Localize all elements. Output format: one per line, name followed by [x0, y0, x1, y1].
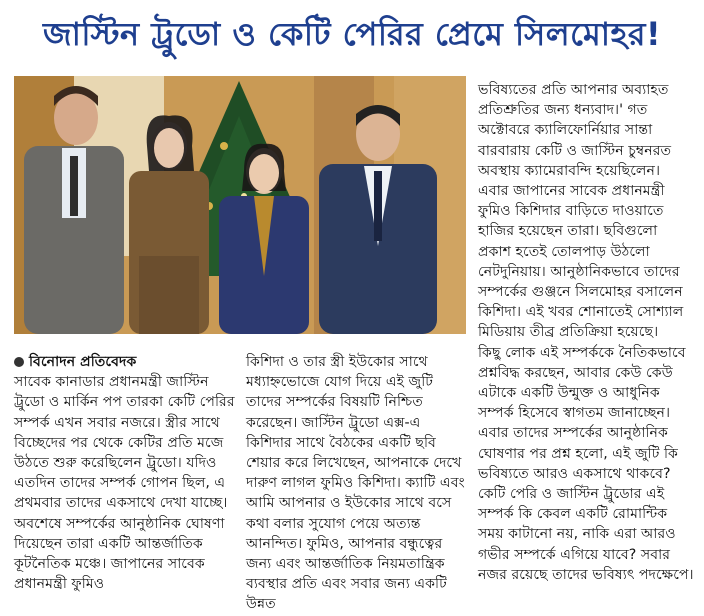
paragraph: কিশিদা ও তার স্ত্রী ইউকোর সাথে মধ্যাহ্নভোজে যোগ দিয়ে এই জুটি তাদের সম্পর্কের বিষয়টি নিশ্চিত করেছেন। জাস্টিন ট্রুডো এক্স-এ কিশিদার সাথে বৈঠকের একটি ছবি শেয়ার করে লিখেছেন, আপনাকে দেখে দারুণ লাগল ফুমিও কিশিদা। ক্যাটি এবং আমি আপনার ও ইউকোর সাথে বসে কথা বলার সুযোগ পেয়ে অত্যন্ত আনন্দিত। ফুমিও, আপনার বন্ধুত্বের জন্য এবং আন্তর্জাতিক নিয়মতান্ত্রিক ব্যবস্থার প্রতি এবং সবার জন্য একটি উন্নত — [246, 354, 465, 613]
byline-text: বিনোদন প্রতিবেদক — [29, 354, 137, 370]
news-photo — [14, 76, 466, 334]
paragraph: ভবিষ্যতের প্রতি আপনার অব্যাহত প্রতিশ্রুতির জন্য ধন্যবাদ।' গত অক্টোবরে ক্যালিফোর্নিয়ার সান্তা বারবারায় কেটি ও জাস্টিন চুম্বনরত অবস্থায় ক্যামেরাবন্দি হয়েছিলেন। এবার জাপানের সাবেক প্রধানমন্ত্রী ফুমিও কিশিদার বাড়িতে দাওয়াতে হাজির হয়েছেন তারা। ছবিগুলো প্রকাশ হতেই তোলপাড় উঠলো নেটদুনিয়ায়। আনুষ্ঠানিকভাবে তাদের সম্পর্কের গুঞ্জনে সিলমোহর বসালেন কিশিদা। এই খবর শোনাতেই সোশ্যাল মিডিয়ায় তীব্র প্রতিক্রিয়া হয়েছে। — [478, 82, 684, 341]
bullet-icon — [14, 357, 24, 367]
article-column-2 — [246, 352, 470, 615]
article-column-1 — [14, 352, 238, 594]
paragraph: সাবেক কানাডার প্রধানমন্ত্রী জাস্টিন ট্রুডো ও মার্কিন পপ তারকা কেটি পেরির সম্পর্ক এখন সবার নজরে। স্ত্রীর সাথে বিচ্ছেদের পর থেকে কেটির প্রতি মজে উঠতে শুরু করেছিলেন ট্রুডো। যদিও এতদিন তাদের সম্পর্ক গোপন ছিল, এ প্রথমবার তাদের একসাথে দেখা যাচ্ছে। অবশেষে সম্পর্কের আনুষ্ঠানিক ঘোষণা দিয়েছেন তারা একটি আন্তর্জাতিক কূটনৈতিক মঞ্চে। জাপানের সাবেক প্রধানমন্ত্রী ফুমিও — [14, 374, 235, 593]
headline: জাস্টিন ট্রুডো ও কেটি পেরির প্রেমে সিলমোহর! — [42, 15, 662, 53]
article-column-3 — [478, 80, 694, 585]
paragraph: কিছু লোক এই সম্পর্ককে নৈতিকভাবে প্রশ্নবিদ্ধ করছেন, আবার কেউ কেউ এটাকে একটি উন্মুক্ত ও আধুনিক সম্পর্ক হিসেবে স্বাগতম জানাচ্ছেন। এবার তাদের সম্পর্কের আনুষ্ঠানিক ঘোষণার পর প্রশ্ন হলো, এই জুটি কি ভবিষ্যতে আরও একসাথে থাকবে? কেটি পেরি ও জাস্টিন ট্রুডোর এই সম্পর্ক কি কেবল একটি রোমান্টিক সময় কাটানো নয়, নাকি এরা আরও গভীর সম্পর্কে এগিয়ে যাবে? সবার নজর রয়েছে তাদের ভবিষ্যৎ পদক্ষেপে। — [478, 344, 694, 583]
byline — [14, 352, 238, 372]
